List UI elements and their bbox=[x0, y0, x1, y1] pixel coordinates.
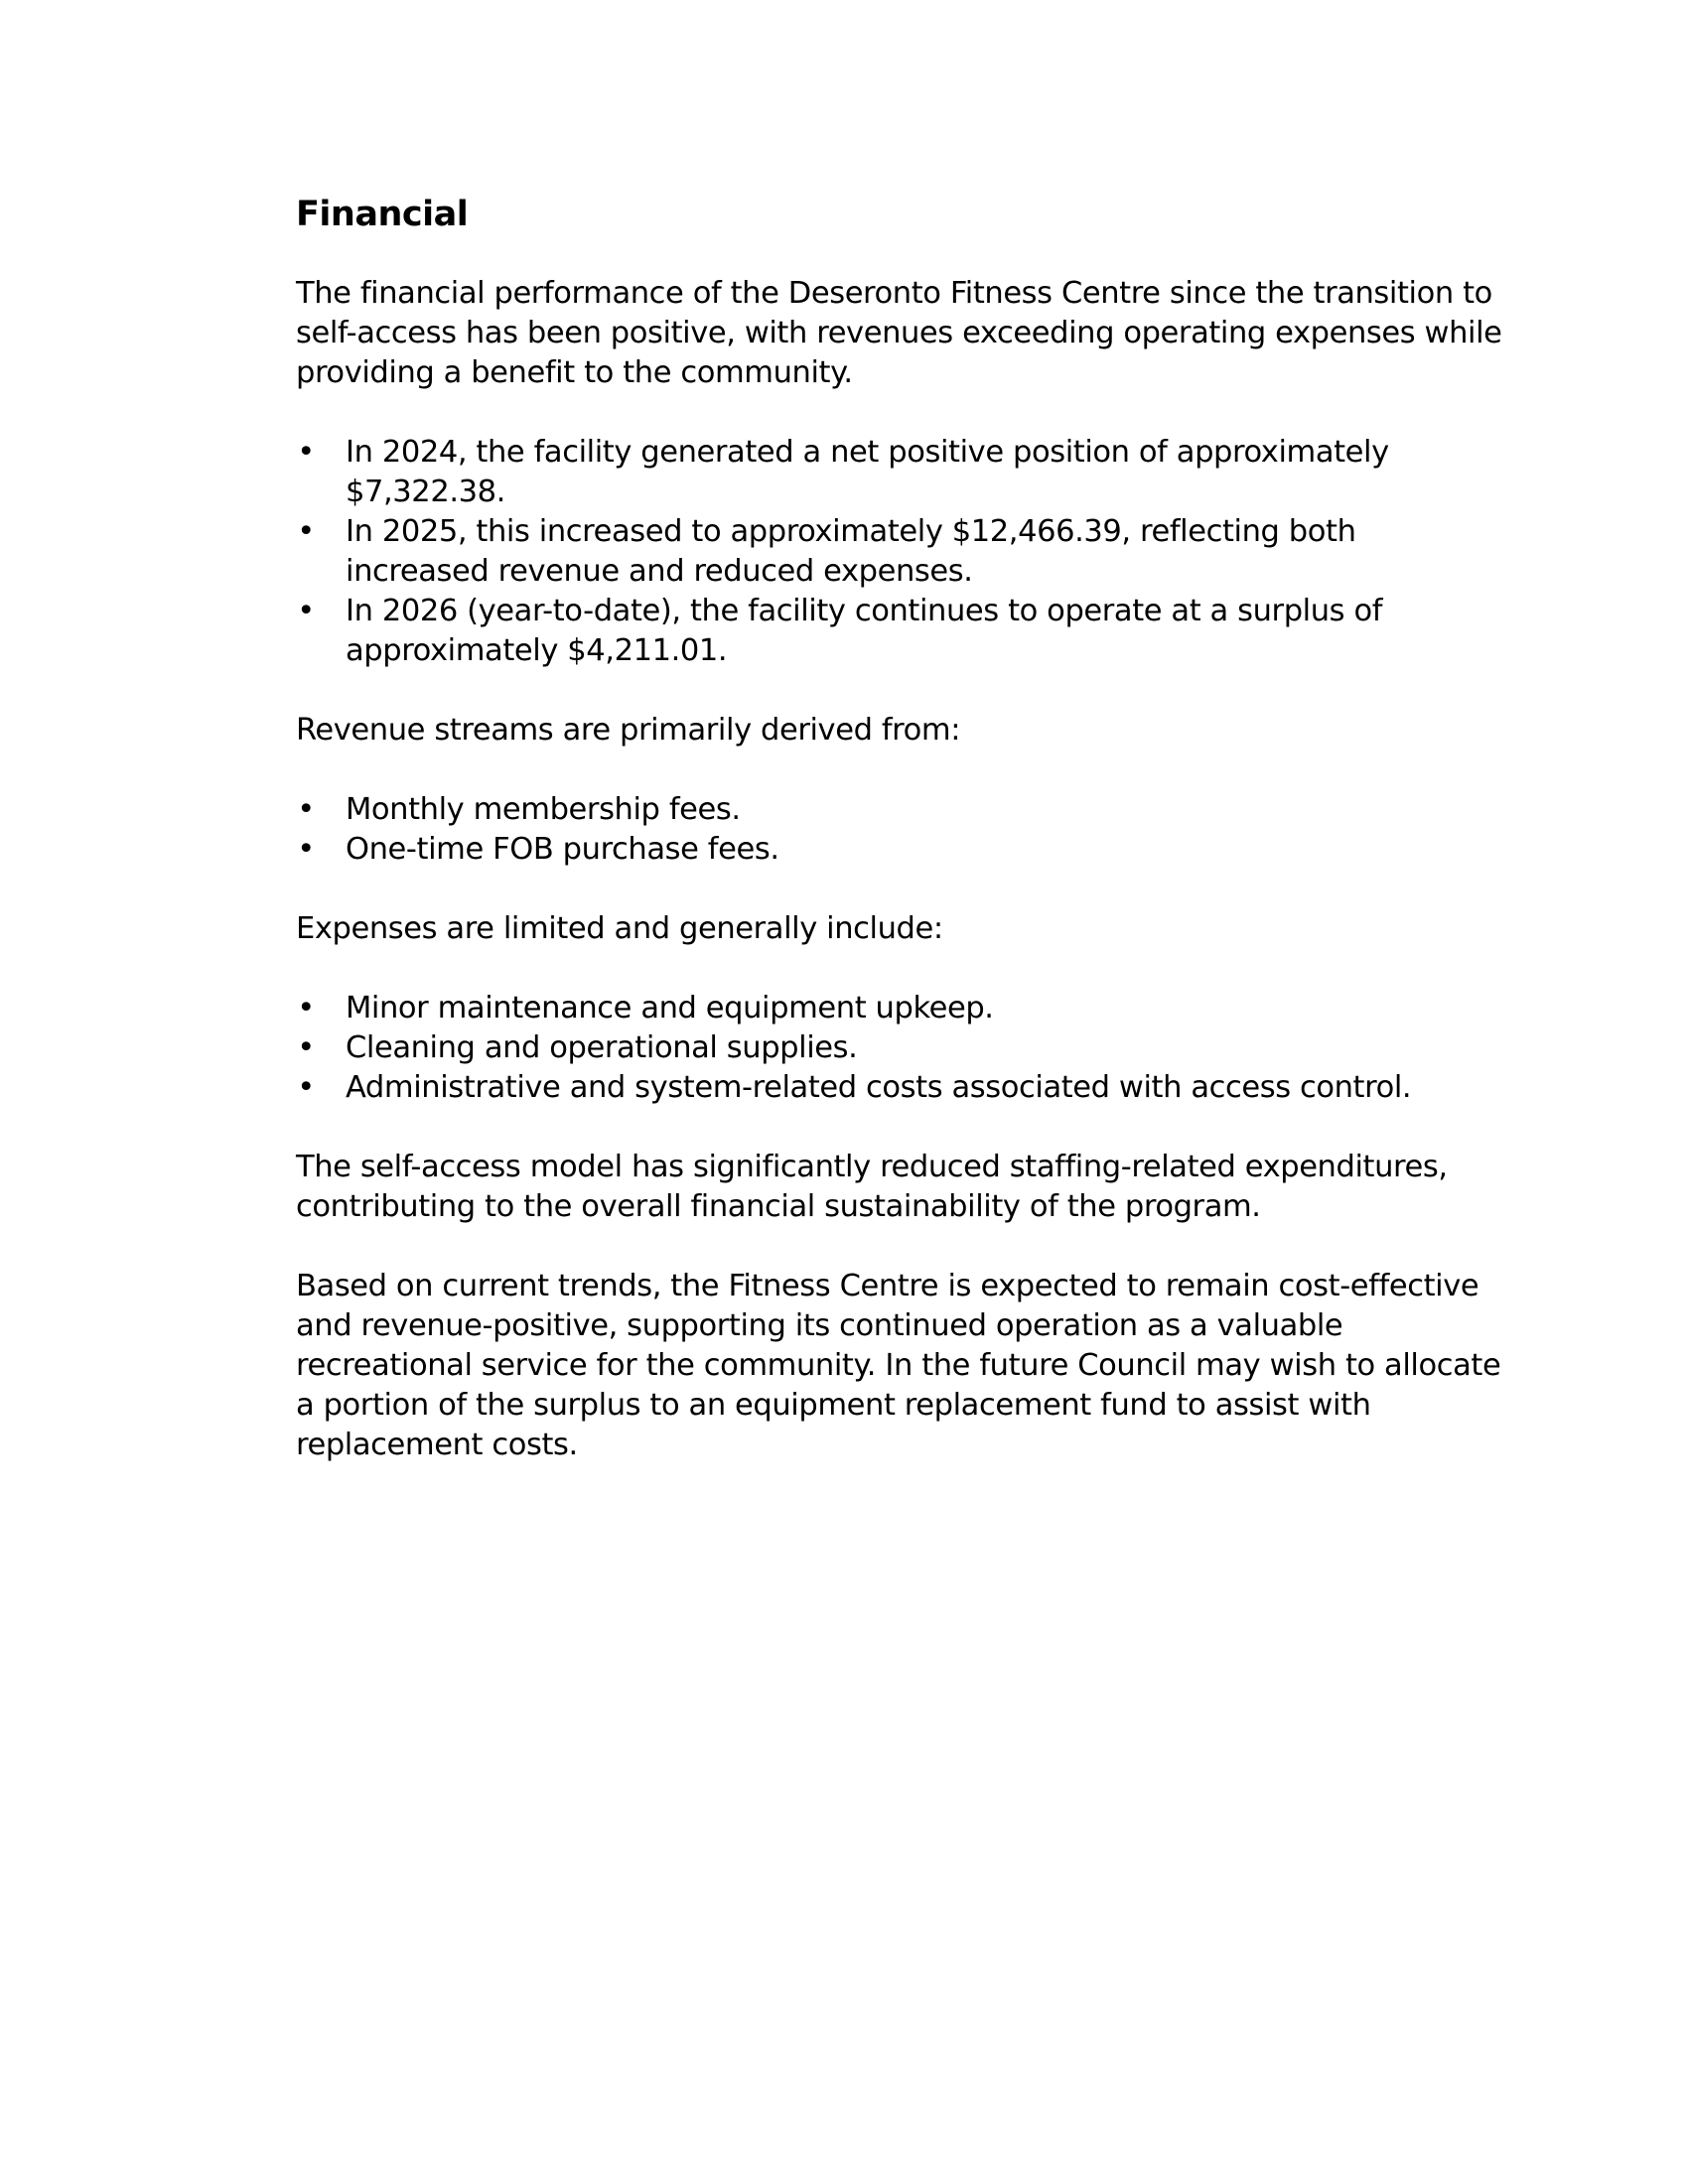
list-item bbox=[296, 433, 1507, 512]
list-item-text: One-time FOB purchase fees. bbox=[346, 832, 779, 867]
list-item bbox=[296, 1028, 1507, 1068]
list-item bbox=[296, 512, 1507, 592]
section-heading: Financial bbox=[296, 195, 469, 234]
list-item-text: In 2024, the facility generated a net positive position of approximately $7,322.38. bbox=[346, 435, 1389, 509]
intro-paragraph: The financial performance of the Deseronto Fitness Centre since the transition to self-access has been positive, with revenues exceeding operating expenses while providing a benefit to the community. bbox=[296, 276, 1502, 390]
bullet-icon: • bbox=[297, 1070, 315, 1105]
revenue-list bbox=[296, 790, 1507, 870]
staffing-paragraph: The self-access model has significantly reduced staffing-related expenditures, contributing to the overall financial sustainability of the program. bbox=[296, 1150, 1448, 1224]
bullet-icon: • bbox=[297, 991, 315, 1025]
bullet-icon: • bbox=[297, 1030, 315, 1065]
bullet-icon: • bbox=[297, 594, 315, 628]
list-item bbox=[296, 592, 1507, 671]
list-item-text: In 2025, this increased to approximately $12,466.39, reflecting both increased revenue and reduced expenses. bbox=[346, 514, 1356, 589]
list-item bbox=[296, 790, 1507, 830]
list-item-text: Minor maintenance and equipment upkeep. bbox=[346, 991, 994, 1025]
list-item-text: Monthly membership fees. bbox=[346, 792, 741, 827]
bullet-icon: • bbox=[297, 792, 315, 827]
expenses-intro: Expenses are limited and generally include: bbox=[296, 911, 943, 946]
list-item bbox=[296, 989, 1507, 1028]
bullet-icon: • bbox=[297, 514, 315, 549]
list-item-text: Administrative and system-related costs associated with access control. bbox=[346, 1070, 1412, 1105]
bullet-icon: • bbox=[297, 435, 315, 470]
conclusion-paragraph: Based on current trends, the Fitness Centre is expected to remain cost-effective and revenue-positive, supporting its continued operation as a valuable recreational service for the community. In the future Council may wish to allocate a portion of the surplus to an equipment replacement fund to assist with replacement costs. bbox=[296, 1269, 1501, 1462]
list-item-text: Cleaning and operational supplies. bbox=[346, 1030, 858, 1065]
list-item bbox=[296, 1068, 1507, 1108]
document-page bbox=[296, 195, 1507, 1505]
bullet-icon: • bbox=[297, 832, 315, 867]
list-item-text: In 2026 (year-to-date), the facility continues to operate at a surplus of approximately $4,211.01. bbox=[346, 594, 1383, 668]
revenue-intro: Revenue streams are primarily derived from: bbox=[296, 713, 961, 748]
results-list bbox=[296, 433, 1507, 671]
expenses-list bbox=[296, 989, 1507, 1108]
list-item bbox=[296, 830, 1507, 870]
